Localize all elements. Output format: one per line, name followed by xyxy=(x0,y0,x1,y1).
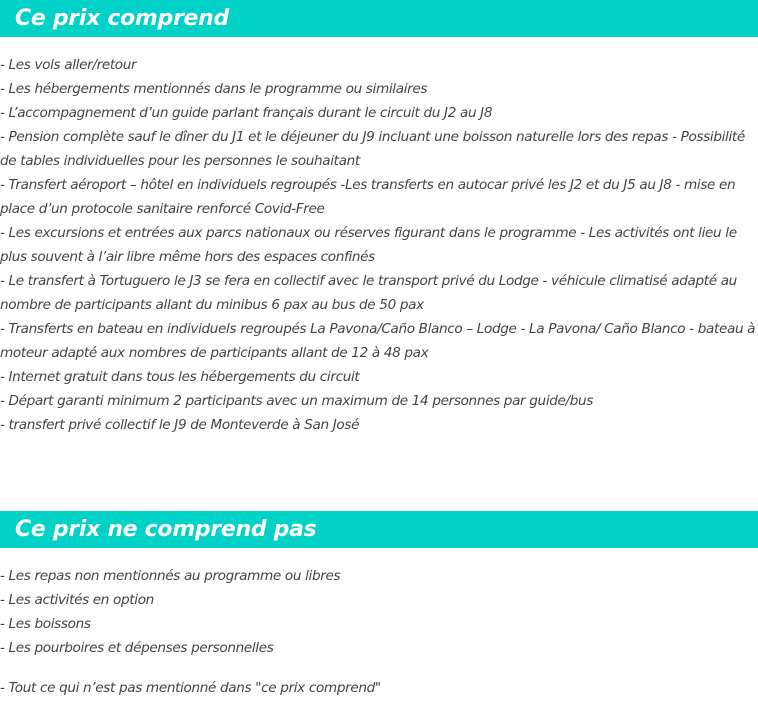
included-item: - Internet gratuit dans tous les hébergements du circuit xyxy=(0,369,360,385)
included-item: - Les hébergements mentionnés dans le programme ou similaires xyxy=(0,81,428,97)
excluded-item: - Les repas non mentionnés au programme ou libres xyxy=(0,568,341,584)
included-item: - Les vols aller/retour xyxy=(0,57,137,73)
included-item: - L’accompagnement d’un guide parlant français durant le circuit du J2 au J8 xyxy=(0,105,493,121)
included-items-list xyxy=(0,53,758,437)
included-item: - Le transfert à Tortuguero le J3 se fera en collectif avec le transport privé du Lodge - véhicule climatisé adapté au nombre de participants allant du minibus 6 pax au bus de 50 pax xyxy=(0,273,737,313)
excluded-section-header xyxy=(0,511,758,548)
included-item: - Transferts en bateau en individuels regroupés La Pavona/Caño Blanco – Lodge - La Pavona/ Caño Blanco - bateau à moteur adapté aux nombres de participants allant de 12 à 48 pax xyxy=(0,321,756,361)
excluded-items-list xyxy=(0,564,758,700)
excluded-item: - Les activités en option xyxy=(0,592,154,608)
included-section-header xyxy=(0,0,758,37)
included-section-title: Ce prix comprend xyxy=(15,6,229,31)
excluded-item: - Les pourboires et dépenses personnelles xyxy=(0,640,274,656)
excluded-section-title: Ce prix ne comprend pas xyxy=(15,517,317,542)
excluded-item: - Les boissons xyxy=(0,616,91,632)
excluded-note: - Tout ce qui n’est pas mentionné dans "ce prix comprend" xyxy=(0,680,381,696)
list-spacer xyxy=(0,660,758,676)
included-item: - Transfert aéroport – hôtel en individuels regroupés -Les transferts en autocar privé les J2 et du J5 au J8 - mise en place d’un protocole sanitaire renforcé Covid-Free xyxy=(0,177,736,217)
included-item: - transfert privé collectif le J9 de Monteverde à San José xyxy=(0,417,360,433)
included-item: - Départ garanti minimum 2 participants avec un maximum de 14 personnes par guide/bus xyxy=(0,393,594,409)
included-item: - Pension complète sauf le dîner du J1 et le déjeuner du J9 incluant une boisson naturelle lors des repas - Possibilité de tables individuelles pour les personnes le souhaitant xyxy=(0,129,745,169)
included-item: - Les excursions et entrées aux parcs nationaux ou réserves figurant dans le programme - Les activités ont lieu le plus souvent à l’air libre même hors des espaces confinés xyxy=(0,225,737,265)
